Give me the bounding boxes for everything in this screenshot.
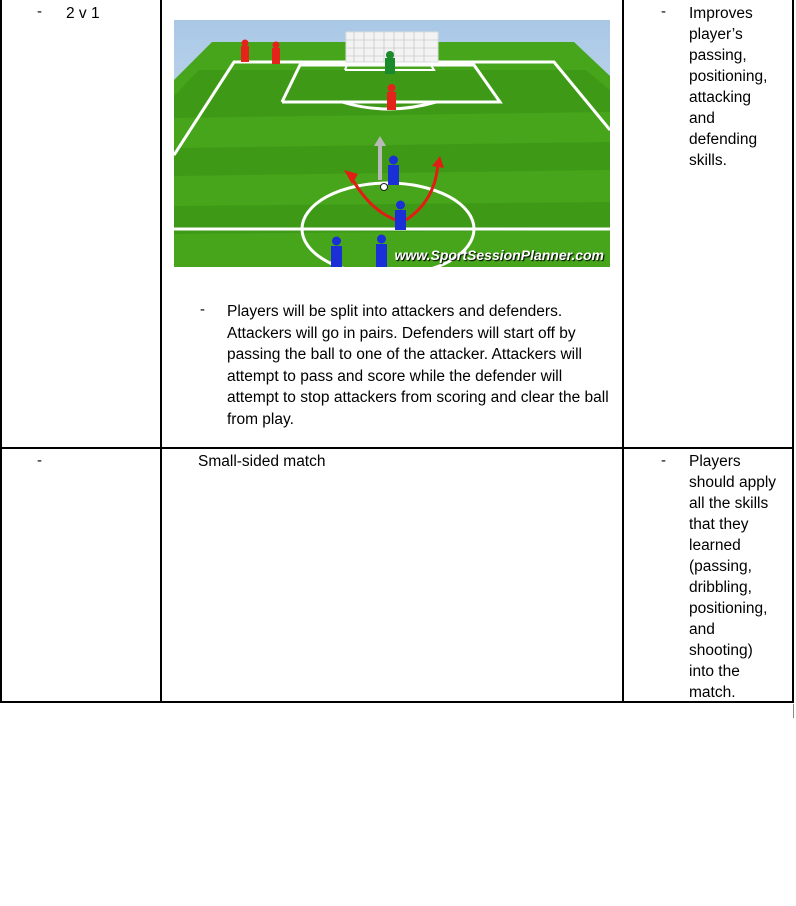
- drill-description: Players will be split into attackers and defenders. Attackers will go in pairs. Defenders will start off by passing the ball to one of the attacker. Attackers will attempt to pass and score while the defender will attempt to stop attackers from scoring and clear the ball from play.: [227, 303, 609, 428]
- attacker-figure: [376, 235, 387, 268]
- row-divider: [0, 447, 794, 449]
- table-border-left: [0, 0, 2, 703]
- objective-line: that they: [689, 516, 749, 533]
- ball: [381, 184, 388, 191]
- objective-line: positioning,: [689, 68, 768, 85]
- objective-line: defending: [689, 131, 758, 148]
- objective-line: all the skills: [689, 495, 769, 512]
- watermark-text: www.SportSessionPlanner.com: [394, 247, 604, 263]
- objective-line: and: [689, 621, 715, 638]
- table-border-right: [792, 0, 794, 703]
- activity-title: Small-sided match: [198, 453, 326, 470]
- drill-diagram-image: [174, 20, 610, 267]
- pitch-illustration: [174, 20, 610, 267]
- column-divider-2: [622, 0, 624, 703]
- bullet-dash: -: [37, 452, 42, 469]
- objective-line: should apply: [689, 474, 777, 491]
- attacker-figure: [331, 237, 342, 268]
- bullet-dash: -: [661, 452, 666, 469]
- objective-line: (passing,: [689, 558, 752, 575]
- objective-line: passing,: [689, 47, 747, 64]
- objective-line: Improves: [689, 5, 753, 22]
- objective-text: [689, 3, 767, 171]
- objective-line: positioning,: [689, 600, 768, 617]
- objective-line: attacking: [689, 89, 752, 106]
- defender-figure: [241, 40, 249, 63]
- objective-line: into the: [689, 663, 740, 680]
- drill-name: 2 v 1: [66, 5, 100, 22]
- objective-line: and: [689, 110, 715, 127]
- bullet-dash: -: [37, 3, 42, 20]
- defender-figure: [387, 84, 396, 110]
- attacker-figure: [395, 201, 406, 231]
- goalkeeper-figure: [385, 51, 395, 74]
- objective-text: [689, 451, 776, 703]
- objective-line: match.: [689, 684, 736, 701]
- text-cursor: [793, 704, 794, 718]
- defender-figure: [272, 42, 280, 65]
- objective-line: learned: [689, 537, 741, 554]
- objective-line: skills.: [689, 152, 727, 169]
- table-border-bottom: [0, 701, 794, 703]
- bullet-dash: -: [661, 3, 666, 20]
- objective-line: dribbling,: [689, 579, 752, 596]
- column-divider-1: [160, 0, 162, 703]
- objective-line: Players: [689, 453, 741, 470]
- attacker-figure: [388, 156, 399, 186]
- bullet-dash: -: [200, 301, 205, 318]
- objective-line: shooting): [689, 642, 753, 659]
- objective-line: player’s: [689, 26, 743, 43]
